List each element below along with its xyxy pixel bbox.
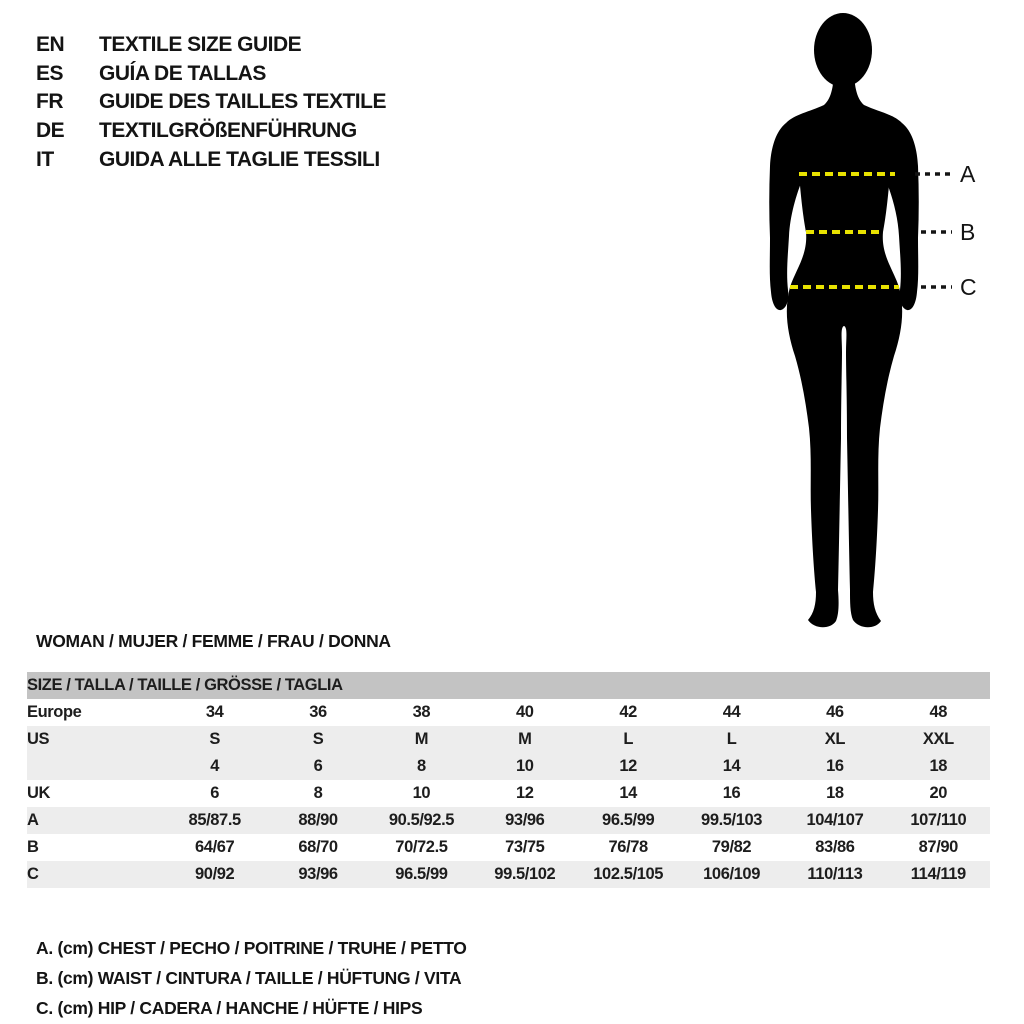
- section-title-woman: WOMAN / MUJER / FEMME / FRAU / DONNA: [36, 631, 391, 651]
- row-label: UK: [27, 780, 163, 807]
- table-cell: M: [370, 726, 473, 753]
- table-header-label: SIZE / TALLA / TAILLE / GRÖSSE / TAGLIA: [27, 672, 990, 699]
- language-code-en: EN: [36, 33, 65, 57]
- table-cell: 6: [163, 780, 266, 807]
- table-cell: 20: [887, 780, 990, 807]
- language-row-de: [36, 117, 386, 146]
- table-cell: 8: [370, 753, 473, 780]
- row-label: [27, 753, 163, 780]
- measure-legend: [36, 933, 467, 1023]
- table-row-waist: [27, 834, 990, 861]
- table-row-us-numbers: [27, 753, 990, 780]
- table-cell: 40: [473, 699, 576, 726]
- table-cell: XXL: [887, 726, 990, 753]
- table-cell: L: [680, 726, 783, 753]
- row-label: A: [27, 807, 163, 834]
- table-cell: S: [266, 726, 369, 753]
- language-title-it: GUIDA ALLE TAGLIE TESSILI: [99, 147, 380, 171]
- table-cell: 79/82: [680, 834, 783, 861]
- table-header-row: [27, 672, 990, 699]
- marker-label-hip: C: [960, 274, 977, 300]
- table-cell: 36: [266, 699, 369, 726]
- woman-silhouette-icon: [755, 8, 985, 638]
- table-cell: 48: [887, 699, 990, 726]
- language-code-it: IT: [36, 147, 54, 171]
- silhouette-body: [786, 66, 902, 627]
- marker-label-waist: B: [960, 219, 976, 245]
- row-label: B: [27, 834, 163, 861]
- table-cell: 90.5/92.5: [370, 807, 473, 834]
- table-cell: 85/87.5: [163, 807, 266, 834]
- table-row-chest: [27, 807, 990, 834]
- table-cell: 73/75: [473, 834, 576, 861]
- table-cell: 16: [783, 753, 886, 780]
- table-cell: 18: [887, 753, 990, 780]
- table-cell: 12: [473, 780, 576, 807]
- table-cell: 34: [163, 699, 266, 726]
- measurement-figure: [755, 8, 985, 638]
- table-cell: M: [473, 726, 576, 753]
- table-cell: 99.5/102: [473, 861, 576, 888]
- legend-line-hip: C. (cm) HIP / CADERA / HANCHE / HÜFTE / HIPS: [36, 998, 423, 1018]
- language-title-fr: GUIDE DES TAILLES TEXTILE: [99, 90, 386, 114]
- language-title-de: TEXTILGRÖßENFÜHRUNG: [99, 119, 357, 143]
- table-row-uk: [27, 780, 990, 807]
- table-cell: 44: [680, 699, 783, 726]
- table-cell: 107/110: [887, 807, 990, 834]
- table-cell: 64/67: [163, 834, 266, 861]
- marker-label-chest: A: [960, 161, 976, 187]
- table-cell: 8: [266, 780, 369, 807]
- size-table-container: [27, 672, 990, 888]
- row-label: Europe: [27, 699, 163, 726]
- table-cell: 104/107: [783, 807, 886, 834]
- table-cell: 88/90: [266, 807, 369, 834]
- table-row-hip: [27, 861, 990, 888]
- table-cell: 6: [266, 753, 369, 780]
- table-cell: L: [577, 726, 680, 753]
- language-code-es: ES: [36, 61, 64, 85]
- table-cell: 96.5/99: [370, 861, 473, 888]
- table-cell: 42: [577, 699, 680, 726]
- table-cell: 76/78: [577, 834, 680, 861]
- table-cell: 16: [680, 780, 783, 807]
- table-cell: 10: [370, 780, 473, 807]
- language-row-es: [36, 60, 386, 89]
- language-code-de: DE: [36, 119, 65, 143]
- language-row-fr: [36, 88, 386, 117]
- table-cell: 4: [163, 753, 266, 780]
- table-cell: 83/86: [783, 834, 886, 861]
- legend-line-waist: B. (cm) WAIST / CINTURA / TAILLE / HÜFTUNG / VITA: [36, 968, 462, 988]
- language-row-en: [36, 31, 386, 60]
- table-cell: 87/90: [887, 834, 990, 861]
- language-title-es: GUÍA DE TALLAS: [99, 61, 266, 85]
- table-cell: 46: [783, 699, 886, 726]
- table-cell: 99.5/103: [680, 807, 783, 834]
- table-cell: 93/96: [473, 807, 576, 834]
- table-cell: 12: [577, 753, 680, 780]
- row-label: C: [27, 861, 163, 888]
- language-title-en: TEXTILE SIZE GUIDE: [99, 33, 302, 57]
- language-title-list: [36, 31, 386, 174]
- table-cell: 70/72.5: [370, 834, 473, 861]
- language-row-it: [36, 145, 386, 174]
- table-cell: 68/70: [266, 834, 369, 861]
- table-cell: 96.5/99: [577, 807, 680, 834]
- size-table: [27, 672, 990, 888]
- table-cell: 102.5/105: [577, 861, 680, 888]
- table-cell: 38: [370, 699, 473, 726]
- row-label: US: [27, 726, 163, 753]
- legend-line-chest: A. (cm) CHEST / PECHO / POITRINE / TRUHE / PETTO: [36, 938, 467, 958]
- table-cell: 114/119: [887, 861, 990, 888]
- table-cell: 110/113: [783, 861, 886, 888]
- table-cell: S: [163, 726, 266, 753]
- table-cell: 18: [783, 780, 886, 807]
- table-cell: XL: [783, 726, 886, 753]
- table-row-europe: [27, 699, 990, 726]
- language-code-fr: FR: [36, 90, 63, 114]
- table-cell: 14: [680, 753, 783, 780]
- table-cell: 14: [577, 780, 680, 807]
- table-cell: 90/92: [163, 861, 266, 888]
- table-cell: 106/109: [680, 861, 783, 888]
- table-cell: 10: [473, 753, 576, 780]
- table-cell: 93/96: [266, 861, 369, 888]
- table-row-us-letters: [27, 726, 990, 753]
